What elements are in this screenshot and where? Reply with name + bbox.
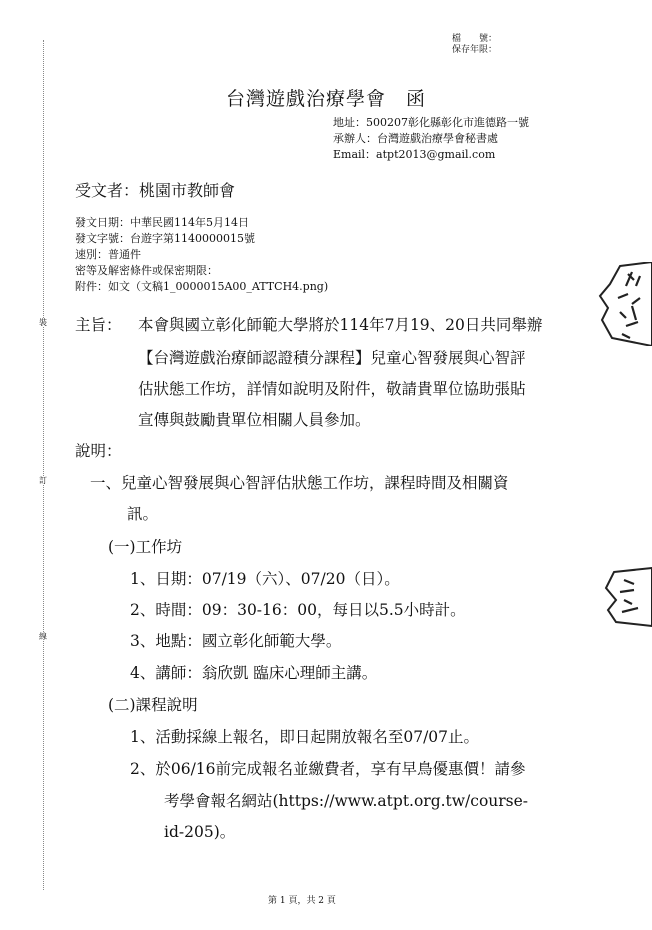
subject-line: 估狀態工作坊，詳情如說明及附件，敬請貴單位協助張貼	[138, 380, 526, 398]
sender-info	[333, 115, 529, 163]
section-course-header: (二)課程說明	[108, 696, 198, 714]
explanation-item-1: 一、兒童心智發展與心智評估狀態工作坊，課程時間及相關資	[90, 474, 509, 492]
delivery-speed: 速別：普通件	[75, 248, 141, 261]
course-registration: 1、活動採線上報名，即日起開放報名至07/07止。	[130, 728, 480, 746]
subject-line: 【台灣遊戲治療師認證積分課程】兒童心智發展與心智評	[138, 349, 526, 367]
workshop-location: 3、地點：國立彰化師範大學。	[130, 632, 342, 650]
workshop-time: 2、時間：09：30-16：00，每日以5.5小時計。	[130, 601, 466, 619]
workshop-lecturer: 4、講師：翁欣凱 臨床心理師主講。	[130, 664, 378, 682]
sender-address: 地址：500207彰化縣彰化市進德路一號	[333, 116, 529, 129]
document-title: 台灣遊戲治療學會 函	[226, 88, 427, 110]
course-website-link[interactable]: 考學會報名網站(https://www.atpt.org.tw/course-	[164, 792, 529, 810]
course-early-bird: 2、於06/16前完成報名並繳費者，享有早鳥優惠價！請參	[130, 760, 526, 778]
document-meta	[75, 215, 328, 295]
section-workshop-header: (一)工作坊	[108, 538, 183, 556]
recipient: 受文者：桃園市教師會	[75, 181, 236, 200]
subject-line: 宣傳與鼓勵貴單位相關人員參加。	[138, 411, 371, 429]
binding-line	[43, 40, 44, 890]
sender-handler: 承辦人：台灣遊戲治療學會秘書處	[333, 132, 498, 145]
subject-label: 主旨：	[75, 316, 122, 334]
secrecy-level: 密等及解密條件或保密期限：	[75, 264, 218, 277]
explanation-label: 說明：	[75, 442, 122, 460]
archive-number: 檔 號：	[452, 34, 498, 44]
issue-number: 發文字號：台遊字第1140000015號	[75, 232, 255, 245]
retention-period: 保存年限：	[452, 45, 498, 55]
binding-mark-zhuang: 裝	[39, 318, 47, 327]
sender-email: Email：atpt2013@gmail.com	[333, 148, 496, 161]
course-website-link-cont[interactable]: id-205)。	[164, 823, 236, 841]
page-footer: 第 1 頁，共 2 頁	[268, 896, 336, 906]
seal-stamp-icon	[604, 566, 652, 628]
subject-line: 本會與國立彰化師範大學將於114年7月19、20日共同舉辦	[138, 316, 543, 334]
doc-number-block	[452, 34, 497, 56]
issue-date: 發文日期：中華民國114年5月14日	[75, 216, 249, 229]
binding-mark-xian: 線	[39, 632, 47, 641]
explanation-item-1-cont: 訊。	[127, 505, 159, 523]
seal-stamp-icon	[598, 262, 652, 346]
attachment-info: 附件：如文（文稿1_0000015A00_ATTCH4.png)	[75, 280, 329, 293]
binding-mark-ding: 訂	[39, 476, 47, 485]
workshop-date: 1、日期：07/19（六）、07/20（日）。	[130, 570, 400, 588]
